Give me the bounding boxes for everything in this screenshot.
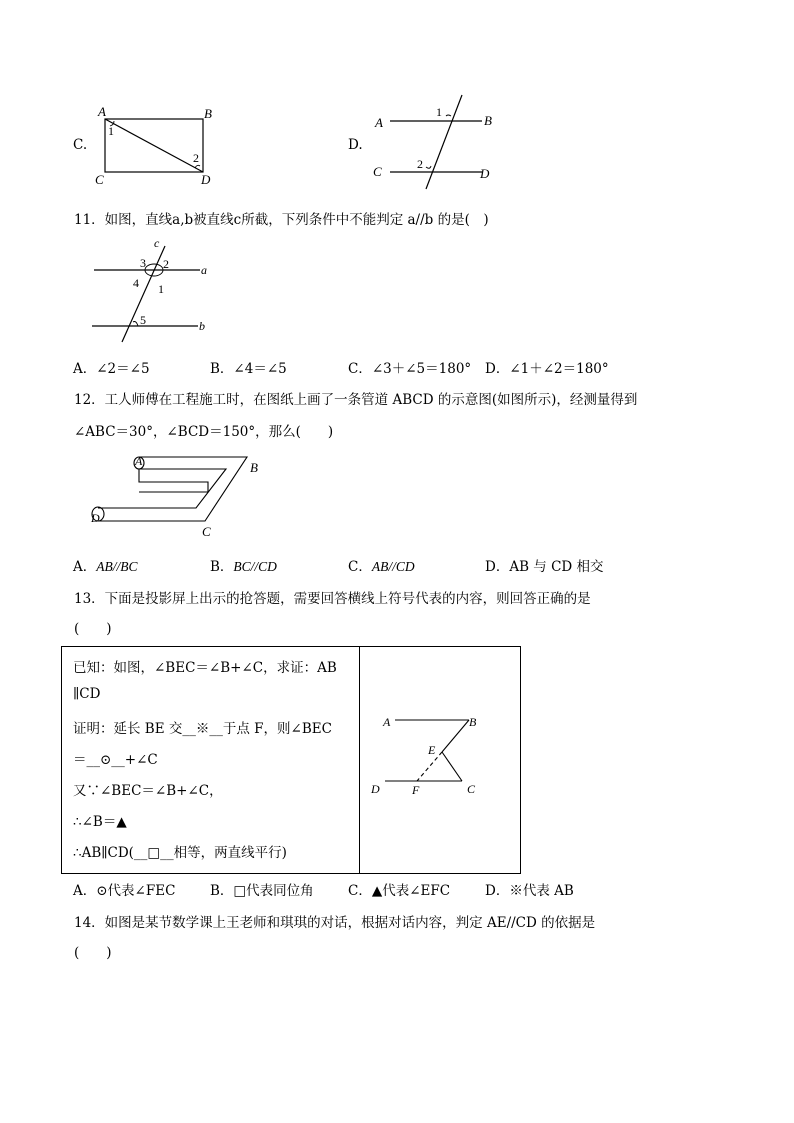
fig-c-angle-1: 1 — [108, 124, 114, 138]
q12-label-d: D — [91, 511, 100, 525]
q12-pipe-figure — [88, 452, 268, 544]
q10-figure-d-parallel-lines — [368, 92, 508, 190]
fig-c-label-a: A — [98, 104, 106, 119]
q11-angle-2: 2 — [163, 257, 169, 271]
q13-box-line-1: 已知：如图，∠BEC＝∠B+∠C，求证：AB — [73, 660, 337, 676]
fig-d-label-d: D — [480, 166, 490, 181]
q11-option-d[interactable]: D．∠1＋∠2＝180° — [485, 361, 609, 377]
q13-box-line-7: ∴AB∥CD(__□__相等，两直线平行) — [73, 845, 287, 861]
q11-figure — [88, 236, 216, 344]
q11-angle-5: 5 — [140, 313, 146, 327]
q13-label-a: A — [383, 715, 391, 729]
q14-stem-line2: ( ) — [74, 945, 112, 961]
q11-angle-1: 1 — [158, 282, 164, 296]
fig-c-label-c: C — [95, 172, 104, 187]
q11-angle-3: 3 — [140, 256, 146, 270]
fig-d-angle-2: 2 — [417, 157, 423, 171]
q13-box-line-3: 证明：延长 BE 交__※__于点 F，则∠BEC — [73, 721, 332, 737]
q12-label-a: A — [135, 454, 143, 468]
q12-label-c: C — [202, 524, 211, 539]
q13-option-a[interactable]: A．⊙代表∠FEC — [73, 883, 176, 899]
q11-label-c: c — [154, 236, 160, 250]
fig-c-label-d: D — [201, 172, 211, 187]
fig-d-label-a: A — [375, 115, 383, 130]
q11-option-b[interactable]: B．∠4＝∠5 — [210, 361, 287, 377]
q13-box-line-6: ∴∠B＝▲ — [73, 814, 127, 830]
q10-option-d-label[interactable]: D. — [348, 137, 363, 153]
q13-option-b[interactable]: B．□代表同位角 — [210, 883, 314, 899]
q10-figure-c-rectangle — [92, 102, 222, 188]
q11-option-c[interactable]: C．∠3＋∠5＝180° — [348, 361, 472, 377]
q12-option-c[interactable]: C．AB//CD — [348, 559, 415, 575]
q11-option-a[interactable]: A．∠2＝∠5 — [73, 361, 150, 377]
q13-box-line-4: ＝__⊙__+∠C — [73, 752, 158, 768]
q13-label-e: E — [428, 743, 436, 757]
fig-d-label-c: C — [373, 164, 382, 179]
q12-stem-line1: 12．工人师傅在工程施工时，在图纸上画了一条管道 ABCD 的示意图(如图所示)，经测量得到 — [74, 392, 638, 408]
q13-figure — [366, 706, 516, 802]
q12-stem-line2: ∠ABC＝30°，∠BCD＝150°，那么( ) — [74, 424, 334, 440]
q13-box-line-2: ∥CD — [73, 686, 101, 702]
q12-option-d[interactable]: D．AB 与 CD 相交 — [485, 559, 604, 575]
q13-option-d[interactable]: D．※代表 AB — [485, 883, 574, 899]
q14-stem-line1: 14．如图是某节数学课上王老师和琪琪的对话，根据对话内容，判定 AE//CD 的依据是 — [74, 915, 596, 931]
q11-stem: 11．如图，直线a,b被直线c所截，下列条件中不能判定 a//b 的是( ) — [74, 212, 489, 228]
q13-box-divider — [359, 646, 360, 874]
q11-angle-4: 4 — [133, 276, 139, 290]
q10-option-c-label[interactable]: C. — [73, 137, 88, 153]
q12-option-b[interactable]: B．BC//CD — [210, 559, 277, 575]
fig-c-label-b: B — [204, 106, 212, 121]
q11-label-b: b — [199, 319, 205, 333]
q13-label-c: C — [467, 782, 476, 796]
q13-label-f: F — [412, 783, 420, 797]
q13-label-b: B — [469, 715, 477, 729]
q13-option-c[interactable]: C．▲代表∠EFC — [348, 883, 451, 899]
q12-label-b: B — [250, 460, 258, 475]
fig-d-angle-1: 1 — [436, 105, 442, 119]
fig-d-label-b: B — [484, 113, 492, 128]
q13-stem-line2: ( ) — [74, 621, 112, 637]
fig-c-angle-2: 2 — [193, 151, 199, 165]
q12-option-a[interactable]: A．AB//BC — [73, 559, 138, 575]
q13-label-d: D — [371, 782, 380, 796]
q13-box-line-5: 又∵∠BEC＝∠B+∠C， — [73, 783, 223, 799]
q13-stem-line1: 13．下面是投影屏上出示的抢答题，需要回答横线上符号代表的内容，则回答正确的是 — [74, 591, 591, 607]
q11-label-a: a — [201, 263, 207, 277]
